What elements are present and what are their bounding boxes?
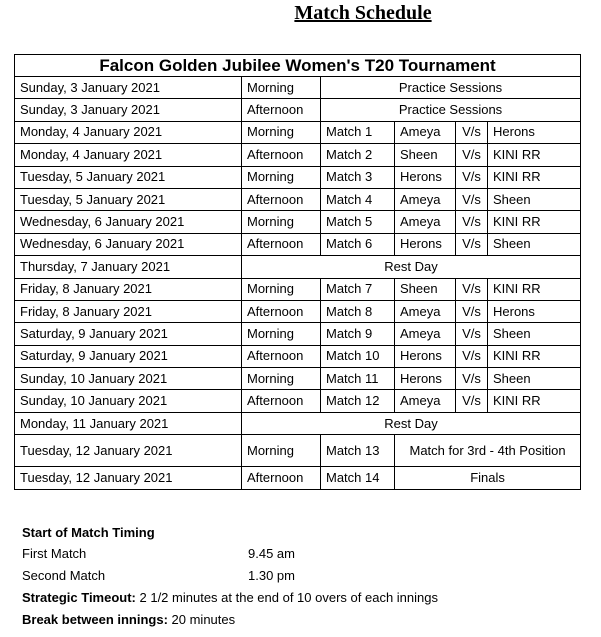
session-note-cell: Practice Sessions — [321, 99, 581, 121]
match-cell: Match 3 — [321, 166, 395, 188]
team1-cell: Ameya — [395, 390, 456, 412]
vs-cell: V/s — [456, 211, 488, 233]
team2-cell: Sheen — [488, 188, 581, 210]
team1-cell: Herons — [395, 166, 456, 188]
break-label: Break between innings: — [22, 612, 168, 627]
date-cell: Wednesday, 6 January 2021 — [15, 233, 242, 255]
date-cell: Monday, 4 January 2021 — [15, 121, 242, 143]
team1-cell: Herons — [395, 368, 456, 390]
team1-cell: Ameya — [395, 121, 456, 143]
second-match-value: 1.30 pm — [248, 568, 295, 583]
match-cell: Match 7 — [321, 278, 395, 300]
vs-cell: V/s — [456, 390, 488, 412]
match-cell: Match 1 — [321, 121, 395, 143]
team2-cell: Sheen — [488, 233, 581, 255]
table-row — [15, 188, 581, 210]
date-cell: Tuesday, 5 January 2021 — [15, 166, 242, 188]
session-cell: Morning — [242, 211, 321, 233]
session-cell: Morning — [242, 166, 321, 188]
vs-cell: V/s — [456, 278, 488, 300]
team1-cell: Ameya — [395, 188, 456, 210]
date-cell: Sunday, 3 January 2021 — [15, 77, 242, 99]
table-row — [15, 300, 581, 322]
session-cell: Afternoon — [242, 233, 321, 255]
table-row — [15, 121, 581, 143]
date-cell: Friday, 8 January 2021 — [15, 300, 242, 322]
session-cell: Morning — [242, 278, 321, 300]
session-cell: Morning — [242, 368, 321, 390]
team2-cell: KINI RR — [488, 144, 581, 166]
team1-cell: Herons — [395, 233, 456, 255]
table-title-row — [15, 55, 581, 77]
session-cell: Morning — [242, 323, 321, 345]
date-cell: Friday, 8 January 2021 — [15, 278, 242, 300]
table-row — [15, 233, 581, 255]
second-match-row — [22, 565, 438, 587]
page-heading: Match Schedule — [294, 2, 432, 24]
match-cell: Match 10 — [321, 345, 395, 367]
date-cell: Tuesday, 12 January 2021 — [15, 435, 242, 467]
session-cell: Afternoon — [242, 99, 321, 121]
match-cell: Match 4 — [321, 188, 395, 210]
match-cell: Match 14 — [321, 467, 395, 489]
table-row — [15, 435, 581, 467]
date-cell: Monday, 11 January 2021 — [15, 412, 242, 434]
vs-cell: V/s — [456, 368, 488, 390]
table-row — [15, 345, 581, 367]
fixture-cell: Finals — [395, 467, 581, 489]
break-row — [22, 609, 438, 631]
date-cell: Sunday, 10 January 2021 — [15, 368, 242, 390]
vs-cell: V/s — [456, 233, 488, 255]
team1-cell: Ameya — [395, 323, 456, 345]
date-cell: Thursday, 7 January 2021 — [15, 256, 242, 278]
timing-heading: Start of Match Timing — [22, 525, 155, 540]
vs-cell: V/s — [456, 300, 488, 322]
team2-cell: Herons — [488, 300, 581, 322]
team1-cell: Ameya — [395, 211, 456, 233]
match-cell: Match 9 — [321, 323, 395, 345]
session-cell: Morning — [242, 77, 321, 99]
table-row — [15, 144, 581, 166]
session-cell: Afternoon — [242, 390, 321, 412]
timing-section — [22, 523, 438, 631]
date-cell: Sunday, 3 January 2021 — [15, 99, 242, 121]
date-cell: Sunday, 10 January 2021 — [15, 390, 242, 412]
match-cell: Match 2 — [321, 144, 395, 166]
vs-cell: V/s — [456, 121, 488, 143]
team2-cell: KINI RR — [488, 278, 581, 300]
date-cell: Monday, 4 January 2021 — [15, 144, 242, 166]
first-match-row — [22, 543, 438, 565]
team1-cell: Sheen — [395, 278, 456, 300]
session-cell: Afternoon — [242, 467, 321, 489]
session-cell: Afternoon — [242, 144, 321, 166]
team1-cell: Ameya — [395, 300, 456, 322]
rest-day-cell: Rest Day — [242, 256, 581, 278]
vs-cell: V/s — [456, 323, 488, 345]
tournament-title: Falcon Golden Jubilee Women's T20 Tournament — [15, 55, 581, 77]
vs-cell: V/s — [456, 144, 488, 166]
table-row — [15, 278, 581, 300]
team2-cell: Sheen — [488, 368, 581, 390]
date-cell: Saturday, 9 January 2021 — [15, 345, 242, 367]
table-row — [15, 323, 581, 345]
first-match-value: 9.45 am — [248, 546, 295, 561]
team2-cell: KINI RR — [488, 211, 581, 233]
vs-cell: V/s — [456, 345, 488, 367]
match-cell: Match 11 — [321, 368, 395, 390]
table-row — [15, 467, 581, 489]
team2-cell: KINI RR — [488, 390, 581, 412]
match-cell: Match 6 — [321, 233, 395, 255]
team2-cell: Sheen — [488, 323, 581, 345]
team1-cell: Herons — [395, 345, 456, 367]
timeout-label: Strategic Timeout: — [22, 590, 136, 605]
match-cell: Match 5 — [321, 211, 395, 233]
date-cell: Wednesday, 6 January 2021 — [15, 211, 242, 233]
table-row — [15, 77, 581, 99]
team2-cell: KINI RR — [488, 166, 581, 188]
team1-cell: Sheen — [395, 144, 456, 166]
table-row — [15, 166, 581, 188]
date-cell: Saturday, 9 January 2021 — [15, 323, 242, 345]
date-cell: Tuesday, 5 January 2021 — [15, 188, 242, 210]
table-row — [15, 368, 581, 390]
session-cell: Afternoon — [242, 345, 321, 367]
match-cell: Match 12 — [321, 390, 395, 412]
table-row — [15, 412, 581, 434]
schedule-table — [14, 54, 581, 490]
table-row — [15, 256, 581, 278]
second-match-label: Second Match — [22, 568, 106, 583]
first-match-label: First Match — [22, 546, 87, 561]
session-cell: Afternoon — [242, 188, 321, 210]
vs-cell: V/s — [456, 166, 488, 188]
table-row — [15, 390, 581, 412]
team2-cell: KINI RR — [488, 345, 581, 367]
session-cell: Morning — [242, 121, 321, 143]
match-cell: Match 13 — [321, 435, 395, 467]
timeout-row — [22, 587, 438, 609]
timeout-value: 2 1/2 minutes at the end of 10 overs of each innings — [135, 590, 438, 605]
session-cell: Morning — [242, 435, 321, 467]
rest-day-cell: Rest Day — [242, 412, 581, 434]
break-value: 20 minutes — [167, 612, 236, 627]
vs-cell: V/s — [456, 188, 488, 210]
match-cell: Match 8 — [321, 300, 395, 322]
team2-cell: Herons — [488, 121, 581, 143]
fixture-cell: Match for 3rd - 4th Position — [395, 435, 581, 467]
session-cell: Afternoon — [242, 300, 321, 322]
session-note-cell: Practice Sessions — [321, 77, 581, 99]
table-row — [15, 211, 581, 233]
table-row — [15, 99, 581, 121]
date-cell: Tuesday, 12 January 2021 — [15, 467, 242, 489]
